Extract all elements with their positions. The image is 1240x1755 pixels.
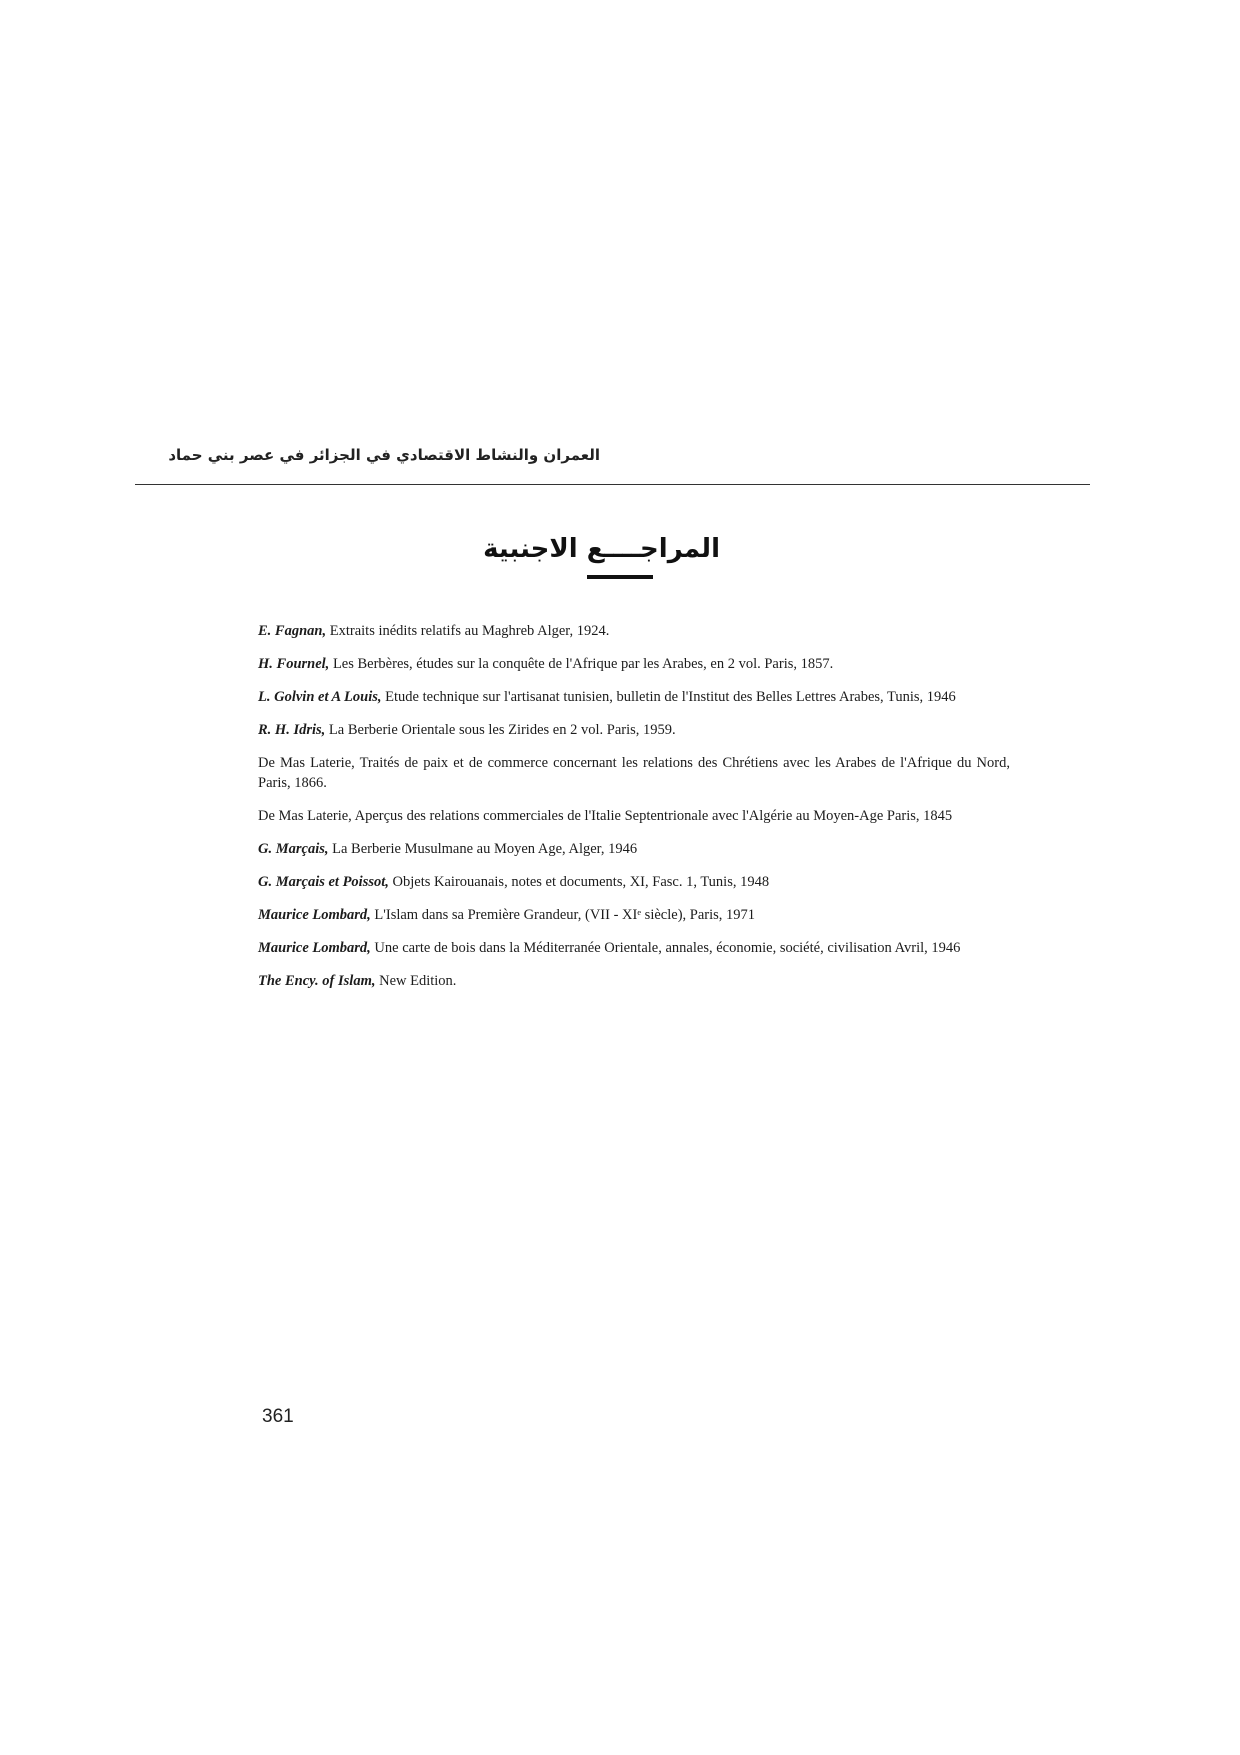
reference-list [258, 621, 1010, 1004]
reference-text: Une carte de bois dans la Méditerranée Orientale, annales, économie, société, civilisation Avril, 1946 [370, 940, 961, 956]
reference-item [258, 621, 1010, 641]
reference-item [258, 753, 1010, 793]
reference-author: Maurice Lombard, [258, 907, 371, 923]
running-head: العمران والنشاط الاقتصادي في الجزائر في عصر بني حماد [168, 446, 600, 464]
reference-author: R. H. Idris, [258, 722, 326, 738]
reference-item [258, 971, 1010, 991]
reference-text: Traités de paix et de commerce concernant les relations des Chrétiens avec les Arabes de l'Afrique du Nord, Paris, 1866. [258, 755, 1010, 791]
reference-author: G. Marçais et Poissot, [258, 874, 389, 890]
section-title: المراجــــع الاجنبية [483, 534, 720, 564]
reference-text: La Berberie Musulmane au Moyen Age, Alger, 1946 [328, 841, 638, 857]
reference-item [258, 938, 1010, 958]
reference-author: The Ency. of Islam, [258, 973, 376, 989]
header-rule [135, 484, 1090, 485]
reference-text: New Edition. [375, 973, 457, 989]
reference-author: De Mas Laterie, [258, 755, 355, 771]
reference-author: H. Fournel, [258, 656, 330, 672]
title-underline [587, 575, 653, 579]
reference-item [258, 720, 1010, 740]
reference-text: Les Berbères, études sur la conquête de l'Afrique par les Arabes, en 2 vol. Paris, 1857. [329, 656, 834, 672]
reference-text: Extraits inédits relatifs au Maghreb Alger, 1924. [326, 623, 610, 639]
reference-author: G. Marçais, [258, 841, 329, 857]
reference-item [258, 687, 1010, 707]
reference-text: La Berberie Orientale sous les Zirides en 2 vol. Paris, 1959. [325, 722, 676, 738]
reference-text: Etude technique sur l'artisanat tunisien, bulletin de l'Institut des Belles Lettres Arabes, Tunis, 1946 [381, 689, 956, 705]
reference-item [258, 905, 1010, 925]
reference-text: Objets Kairouanais, notes et documents, XI, Fasc. 1, Tunis, 1948 [388, 874, 770, 890]
reference-text: L'Islam dans sa Première Grandeur, (VII - XIᵉ siècle), Paris, 1971 [370, 907, 756, 923]
reference-author: Maurice Lombard, [258, 940, 371, 956]
reference-item [258, 806, 1010, 826]
reference-author: L. Golvin et A Louis, [258, 689, 382, 705]
reference-text: Aperçus des relations commerciales de l'Italie Septentrionale avec l'Algérie au Moyen-Age Paris, 1845 [351, 808, 953, 824]
reference-author: E. Fagnan, [258, 623, 327, 639]
reference-item [258, 839, 1010, 859]
reference-item [258, 654, 1010, 674]
reference-author: De Mas Laterie, [258, 808, 352, 824]
page-number: 361 [262, 1406, 294, 1427]
reference-item [258, 872, 1010, 892]
